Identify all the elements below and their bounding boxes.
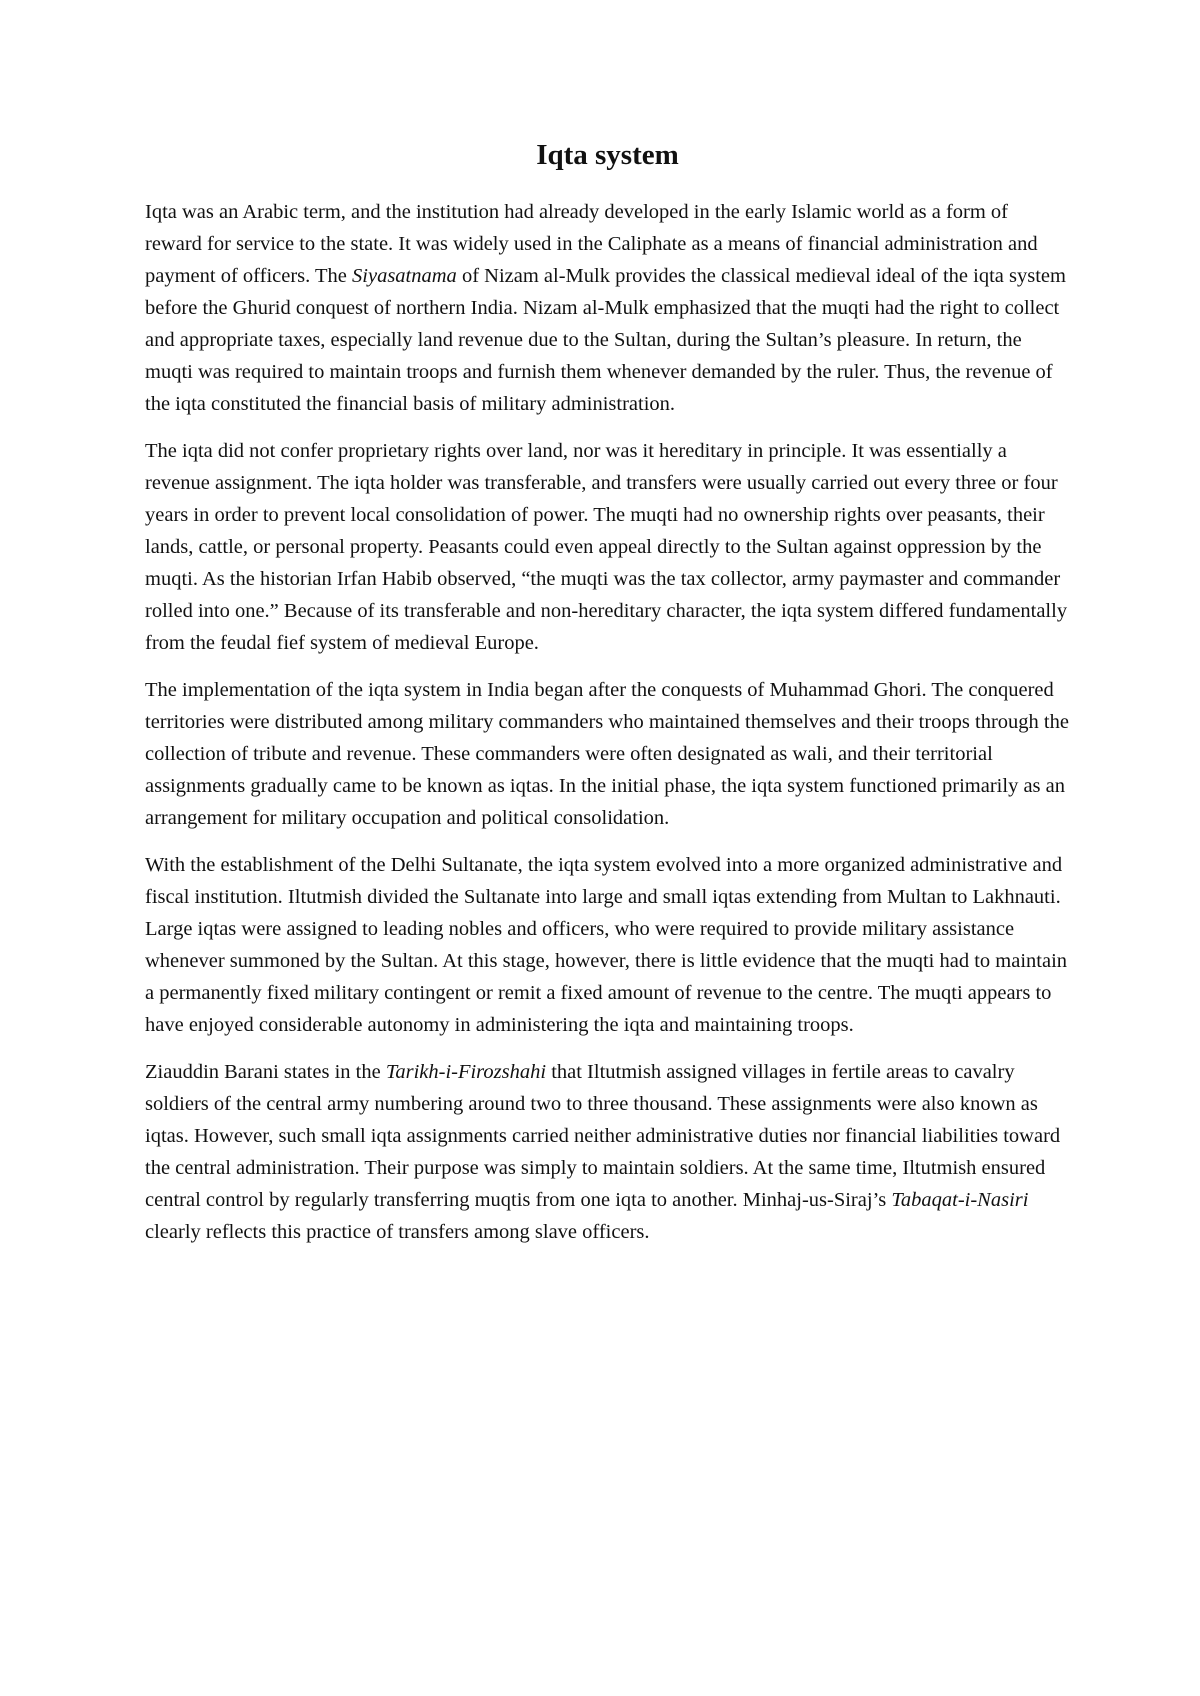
paragraph-1-text-b: of Nizam al-Mulk provides the classical medieval ideal of the iqta system before the Ghurid conquest of northern India. Nizam al-Mulk emphasized that the muqti had the right to collect and appropriate taxes, especially land revenue due to the Sultan, during the Sultan’s pleasure. In return, the muqti was required to maintain troops and furnish them whenever demanded by the ruler. Thus, the revenue of the iqta constituted the financial basis of military administration. bbox=[145, 264, 1066, 415]
paragraph-1-text-a: Iqta was an Arabic term, and the institution had already developed in the early Islamic world as a form of reward for service to the state. It was widely used in the Caliphate as a means of financial administration and payment of officers. The bbox=[145, 200, 1038, 287]
paragraph-5-text-b: that Iltutmish assigned villages in fertile areas to cavalry soldiers of the central army numbering around two to three thousand. These assignments were also known as iqtas. However, such small iqta assignments carried neither administrative duties nor financial liabilities toward the central administration. Their purpose was simply to maintain soldiers. At the same time, Iltutmish ensured central control by regularly transferring muqtis from one iqta to another. Minhaj-us-Siraj’s bbox=[145, 1060, 1061, 1211]
document-page bbox=[145, 138, 1070, 1263]
paragraph-4: With the establishment of the Delhi Sultanate, the iqta system evolved into a more organized administrative and fiscal institution. Iltutmish divided the Sultanate into large and small iqtas extending from Multan to Lakhnauti. Large iqtas were assigned to leading nobles and officers, who were required to provide military assistance whenever summoned by the Sultan. At this stage, however, there is little evidence that the muqti had to maintain a permanently fixed military contingent or remit a fixed amount of revenue to the centre. The muqti appears to have enjoyed considerable autonomy in administering the iqta and maintaining troops. bbox=[145, 853, 1068, 1036]
paragraph-3: The implementation of the iqta system in India began after the conquests of Muhammad Ghori. The conquered territories were distributed among military commanders who maintained themselves and their troops through the collection of tribute and revenue. These commanders were often designated as wali, and their territorial assignments gradually came to be known as iqtas. In the initial phase, the iqta system functioned primarily as an arrangement for military occupation and political consolidation. bbox=[145, 678, 1069, 829]
page-title: Iqta system bbox=[536, 139, 679, 171]
paragraph-2: The iqta did not confer proprietary rights over land, nor was it hereditary in principle. It was essentially a revenue assignment. The iqta holder was transferable, and transfers were usually carried out every three or four years in order to prevent local consolidation of power. The muqti had no ownership rights over peasants, their lands, cattle, or personal property. Peasants could even appeal directly to the Sultan against oppression by the muqti. As the historian Irfan Habib observed, “the muqti was the tax collector, army paymaster and commander rolled into one.” Because of its transferable and non-hereditary character, the iqta system differed fundamentally from the feudal fief system of medieval Europe. bbox=[145, 439, 1068, 654]
tarikh-i-firozshahi-italic: Tarikh-i-Firozshahi bbox=[385, 1060, 547, 1083]
paragraph-5-text-a: Ziauddin Barani states in the bbox=[145, 1060, 386, 1083]
paragraph-5-text-c: clearly reflects this practice of transfers among slave officers. bbox=[145, 1220, 650, 1243]
tabaqat-i-nasiri-italic: Tabaqat-i-Nasiri bbox=[891, 1188, 1029, 1211]
paragraph-1 bbox=[145, 196, 1070, 420]
paragraph-5 bbox=[145, 1056, 1070, 1248]
siyasatnama-italic: Siyasatnama bbox=[352, 264, 457, 287]
